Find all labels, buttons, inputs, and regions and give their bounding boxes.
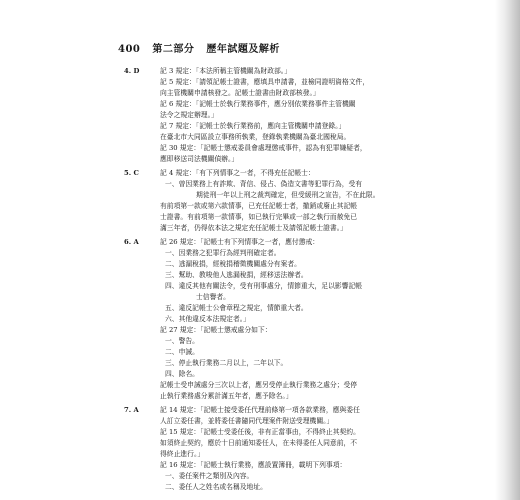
explanation-line (124, 259, 416, 270)
explanation-text: 二、申誡。 (165, 348, 199, 356)
explanation-line (124, 460, 416, 471)
question-answer-label: 5. C (124, 169, 139, 177)
explanation-text: 記 7 規定：「記帳士於執行業務前，應向主管機關申請登錄。」 (160, 122, 346, 130)
explanation-line (124, 325, 416, 336)
question-block (124, 168, 416, 234)
explanation-line (124, 154, 416, 165)
explanation-line (124, 66, 416, 77)
explanation-text: 記 3 規定：「本法所稱主管機關為財政部。」 (160, 67, 291, 75)
explanation-line (124, 88, 416, 99)
explanation-line (124, 416, 416, 427)
explanation-line (124, 482, 416, 493)
explanation-line (124, 303, 416, 314)
explanation-line (124, 179, 416, 190)
explanation-text: 三、停止執行業務二月以上，二年以下。 (165, 359, 288, 367)
explanation-line (124, 471, 416, 482)
page-number: 400 (118, 44, 141, 55)
explanation-text: 一、委任案件之類別及內容。 (165, 472, 254, 480)
explanation-line (124, 110, 416, 121)
explanation-line (124, 380, 416, 391)
section-title: 歷年試題及解析 (206, 44, 280, 55)
explanation-text: 二、委任人之姓名或名稱及地址。 (165, 483, 267, 491)
explanation-line (124, 143, 416, 154)
explanation-line (124, 369, 416, 380)
explanation-text: 應即移送司法機關偵辦。」 (160, 155, 239, 163)
explanation-line (124, 77, 416, 88)
question-answer-label: 6. A (124, 238, 139, 246)
explanation-line (124, 237, 416, 248)
explanation-text: 人訂立委任書，並將委任書隨同代理案件附送受理機關。」 (160, 417, 334, 425)
explanation-text: 士信譽者。 (196, 293, 230, 301)
question-answer-label: 4. D (124, 67, 140, 75)
explanation-text: 記帳士受申誡處分三次以上者，應另受停止執行業務之處分；受停 (160, 381, 358, 389)
explanation-line (124, 223, 416, 234)
explanation-line (124, 121, 416, 132)
explanation-line (124, 248, 416, 259)
explanation-line (124, 358, 416, 369)
explanation-text: 向主管機關申請核發之。記帳士證書由財政部核發。」 (160, 89, 320, 97)
answer-explanations (124, 66, 416, 496)
explanation-line (124, 281, 416, 292)
explanation-text: 記 14 規定：「記帳士接受委任代理前條第一項各款業務，應與委任 (160, 406, 360, 414)
explanation-line (124, 190, 416, 201)
explanation-line (124, 336, 416, 347)
explanation-text: 五、違反記帳士公會章程之規定，情節重大者。 (165, 304, 308, 312)
explanation-text: 記 26 規定：「記帳士有下列情事之一者，應付懲戒： (160, 238, 320, 246)
explanation-text: 期徒刑一年以上刑之裁判確定，但受緩刑之宣告，不在此限。 (196, 191, 380, 199)
question-block (124, 237, 416, 402)
explanation-text: 二、逃漏稅捐，經稅捐稽徵機關處分有案者。 (165, 260, 301, 268)
explanation-line (124, 168, 416, 179)
explanation-line (124, 391, 416, 402)
page-header (118, 40, 288, 55)
explanation-text: 三、幫助、教唆他人逃漏稅捐，經移送法辦者。 (165, 271, 308, 279)
explanation-line (124, 405, 416, 416)
explanation-line (124, 347, 416, 358)
explanation-text: 記 15 規定：「記帳士受委任後，非有正當事由，不得終止其契約。 (160, 428, 360, 436)
explanation-text: 一、警告。 (165, 337, 199, 345)
explanation-line (124, 132, 416, 143)
question-answer-label: 7. A (124, 406, 139, 414)
explanation-line (124, 427, 416, 438)
explanation-text: 一、因業務之犯罪行為經判刑確定者。 (165, 249, 281, 257)
explanation-text: 記 5 規定：「請領記帳士證書，應填具申請書，並檢同證明資格文件， (160, 78, 370, 86)
explanation-text: 記 6 規定：「記帳士於執行業務事件，應分別依業務事件主管機關 (160, 100, 356, 108)
explanation-text: 四、違反其他有關法令，受有刑事處分，情節重大，足以影響記帳 (165, 282, 363, 290)
explanation-line (124, 99, 416, 110)
explanation-text: 記 27 規定：「記帳士懲戒處分如下： (160, 326, 272, 334)
explanation-text: 四、除名。 (165, 370, 199, 378)
explanation-text: 有前項第一款或第六款情事，已充任記帳士者，撤銷或廢止其記帳 (160, 202, 358, 210)
explanation-line (124, 201, 416, 212)
explanation-text: 在臺北市大同區設立事務所執業，登錄執業機關為臺北國稅局。 (160, 133, 351, 141)
explanation-line (124, 314, 416, 325)
explanation-line (124, 270, 416, 281)
explanation-line (124, 449, 416, 460)
explanation-text: 法令之規定辦理。」 (160, 111, 218, 119)
explanation-line (124, 292, 416, 303)
explanation-text: 記 30 規定：「記帳士懲戒委員會處理懲戒事件，認為有犯罪嫌疑者， (160, 144, 367, 152)
explanation-text: 一、曾因業務上有詐欺、背信、侵占、偽造文書等犯罪行為，受有 (165, 180, 363, 188)
explanation-line (124, 438, 416, 449)
explanation-text: 士證書。有前項第一款情事，如已執行完畢或一部之執行而赦免已 (160, 213, 358, 221)
question-block (124, 66, 416, 165)
page-edge-shadow (495, 0, 520, 500)
explanation-text: 記 4 規定：「有下列情事之一者，不得充任記帳士： (160, 169, 315, 177)
explanation-text: 如須終止契約，應於十日前通知委任人，在未得委任人同意前，不 (160, 439, 358, 447)
part-label: 第二部分 (152, 44, 195, 55)
explanation-text: 止執行業務處分累計滿五年者，應予除名。」 (160, 392, 293, 400)
question-block (124, 405, 416, 493)
explanation-text: 滿三年者，仍得依本法之規定充任記帳士及請領記帳士證書。」 (160, 224, 347, 232)
explanation-text: 記 16 規定：「記帳士執行業務，應設置簿冊，載明下列事項： (160, 461, 347, 469)
explanation-text: 得終止進行。」 (160, 450, 205, 458)
explanation-line (124, 212, 416, 223)
explanation-text: 六、其他違反本法規定者。」 (165, 315, 250, 323)
